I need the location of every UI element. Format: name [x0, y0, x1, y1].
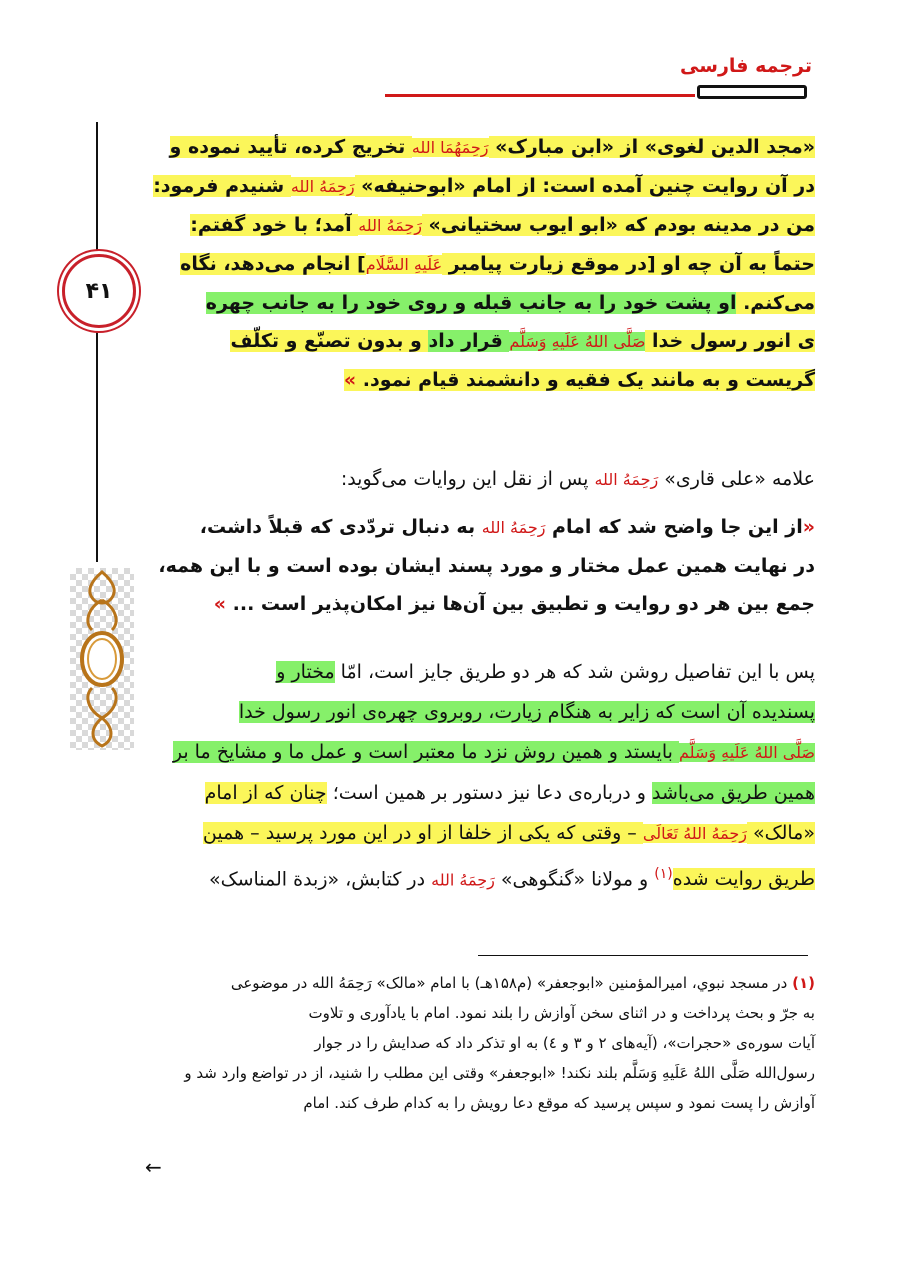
text-segment: «مجد الدین لغوی» از «ابن مبارک» — [488, 136, 815, 158]
text-segment: – وقتی که یکی از خلفا از او در این مورد پرسید – همین — [202, 822, 643, 844]
text-segment: تخریج کرده، تأیید نموده و — [169, 136, 412, 158]
text-segment: چنان که از امام — [204, 782, 327, 804]
honorific-text: رَحِمَهُ الله — [431, 870, 495, 890]
text-segment: از این جا واضح شد که امام — [545, 516, 803, 538]
honorific-text: رَحِمَهُ الله — [358, 216, 422, 235]
text-segment: پس با این تفاصیل روشن شد که هر دو طریق جایز است، امّا — [334, 661, 815, 683]
text-segment: و مولانا «گنگوهی» — [494, 868, 655, 891]
honorific-text: صَلَّى اللهُ عَلَيهِ وَسَلَّم — [679, 743, 815, 762]
text-line — [213, 585, 815, 623]
text-segment: و درباره‌ی دعا نیز دستور بر همین است؛ — [326, 782, 652, 804]
honorific-text: رَحِمَهُ الله — [290, 177, 355, 196]
text-segment: « — [802, 516, 815, 538]
honorific-text: رَحِمَهُ الله — [481, 518, 546, 537]
text-segment: علامه «علی قاری» — [658, 468, 815, 490]
footnote-line: به جرّ و بحث پرداخت و در اثنای سخن آوازش را بلند نمود. امام با یادآوری و تلاوت — [308, 1004, 815, 1022]
text-segment: من در مدینه بودم که «ابو ایوب سختیانی» — [421, 214, 815, 236]
continue-arrow-icon: ← — [145, 1155, 162, 1179]
text-segment: می‌کنم. — [736, 292, 815, 314]
footnote-line — [143, 968, 815, 998]
text-segment: در کتابش، «زبدة المناسک» — [208, 868, 432, 891]
text-segment: «مالک» — [746, 822, 815, 844]
conclusion-paragraph — [125, 652, 815, 900]
text-segment: همین طریق می‌باشد — [651, 782, 815, 804]
text-line — [125, 732, 815, 773]
text-line — [180, 245, 815, 284]
honorific-text: رَحِمَهُمَا الله — [411, 138, 489, 157]
text-line — [195, 284, 815, 322]
footnote-text: در مسجد نبوي، امیرالمؤمنین «ابوجعفر» (م۱۵۸هـ) با امام «مالک» رَحِمَهُ الله در موضوعی — [230, 974, 788, 992]
text-segment: ] انجام می‌دهد، نگاه — [180, 253, 366, 275]
text-line — [125, 692, 815, 732]
text-line — [125, 652, 815, 692]
honorific-text: رَحِمَهُ اللهُ تَعَالَى — [642, 824, 747, 843]
text-segment: مختار و — [276, 661, 335, 683]
text-line — [199, 508, 815, 547]
text-line — [195, 361, 815, 399]
text-segment: پس از نقل این روایات می‌گوید: — [340, 468, 595, 490]
intro-paragraph — [195, 460, 815, 499]
text-segment: » — [213, 593, 227, 615]
header-bar-ornament — [697, 85, 807, 99]
footnote-number: (۱) — [792, 974, 815, 992]
text-line — [125, 773, 815, 813]
footnote-line: آیات سوره‌ی «حجرات»، (آیه‌های ۲ و ۳ و ٤) به او تذکر داد که صدایش را در جوار — [314, 1034, 815, 1052]
text-line — [195, 322, 815, 361]
text-segment: حتماً به آن چه او [در موقع زیارت پیامبر — [442, 253, 815, 275]
footnote-line: رسول‌الله صَلَّى اللهُ عَلَيهِ وَسَلَّم بلند نکند! «ابوجعفر» وقتی این مطلب را شنید، از در تواضع وارد شد و — [184, 1064, 815, 1082]
header-rule — [385, 94, 695, 97]
text-segment: در نهایت همین عمل مختار و مورد پسند ایشان بوده است و با این همه، — [158, 555, 815, 577]
text-line — [195, 460, 815, 499]
text-segment: گریست و به مانند یک فقیه و دانشمند قیام نمود. — [362, 369, 815, 391]
text-segment: جمع بین هر دو روایت و تطبیق بین آن‌ها نیز امکان‌پذیر است ... — [226, 593, 815, 615]
footnote — [143, 968, 815, 1118]
honorific-text: صَلَّى اللهُ عَلَيهِ وَسَلَّم — [509, 332, 646, 351]
page-header-title: ترجمه فارسی — [680, 55, 812, 77]
text-line — [169, 128, 815, 167]
text-line — [125, 854, 815, 900]
text-segment: ی انور رسول خدا — [645, 330, 815, 352]
text-line — [153, 167, 815, 206]
text-segment: در آن روایت چنین آمده است: از امام «ابوحنیفه» — [354, 175, 815, 197]
text-line — [125, 813, 815, 854]
text-segment: و بدون تصنّع و تکلّف — [230, 330, 429, 352]
text-line — [190, 206, 815, 245]
text-segment: آمد؛ با خود گفتم: — [190, 214, 359, 236]
scholar-quote — [158, 508, 815, 623]
quoted-narration — [153, 128, 815, 399]
text-segment: بایستد و همین روش نزد ما معتبر است و عمل ما و مشایخ ما بر — [172, 741, 679, 763]
text-segment: قرار داد — [428, 330, 510, 352]
footnote-reference: (۱) — [654, 866, 673, 882]
text-segment: طریق روایت شده — [672, 868, 815, 891]
footnote-line: آوازش را پست نمود و سپس پرسید که موقع دعا رویش را به کدام طرف کند. امام — [303, 1094, 815, 1112]
text-segment: به دنبال تردّدی که قبلاً داشت، — [199, 516, 482, 538]
text-line — [158, 547, 815, 585]
text-segment: پسندیده آن است که زایر به هنگام زیارت، روبروی چهره‌ی انور رسول خدا — [238, 701, 815, 723]
page-number-badge: ۴۱ — [62, 254, 136, 328]
text-segment: او پشت خود را به جانب قبله و روی خود را به جانب چهره — [205, 292, 737, 314]
honorific-text: رَحِمَهُ الله — [594, 470, 659, 489]
footnote-separator — [478, 955, 808, 956]
margin-vertical-rule — [96, 122, 98, 562]
text-segment: » — [343, 369, 363, 391]
text-segment: شنیدم فرمود: — [153, 175, 291, 197]
honorific-text: عَلَيهِ السَّلَام — [365, 255, 443, 274]
